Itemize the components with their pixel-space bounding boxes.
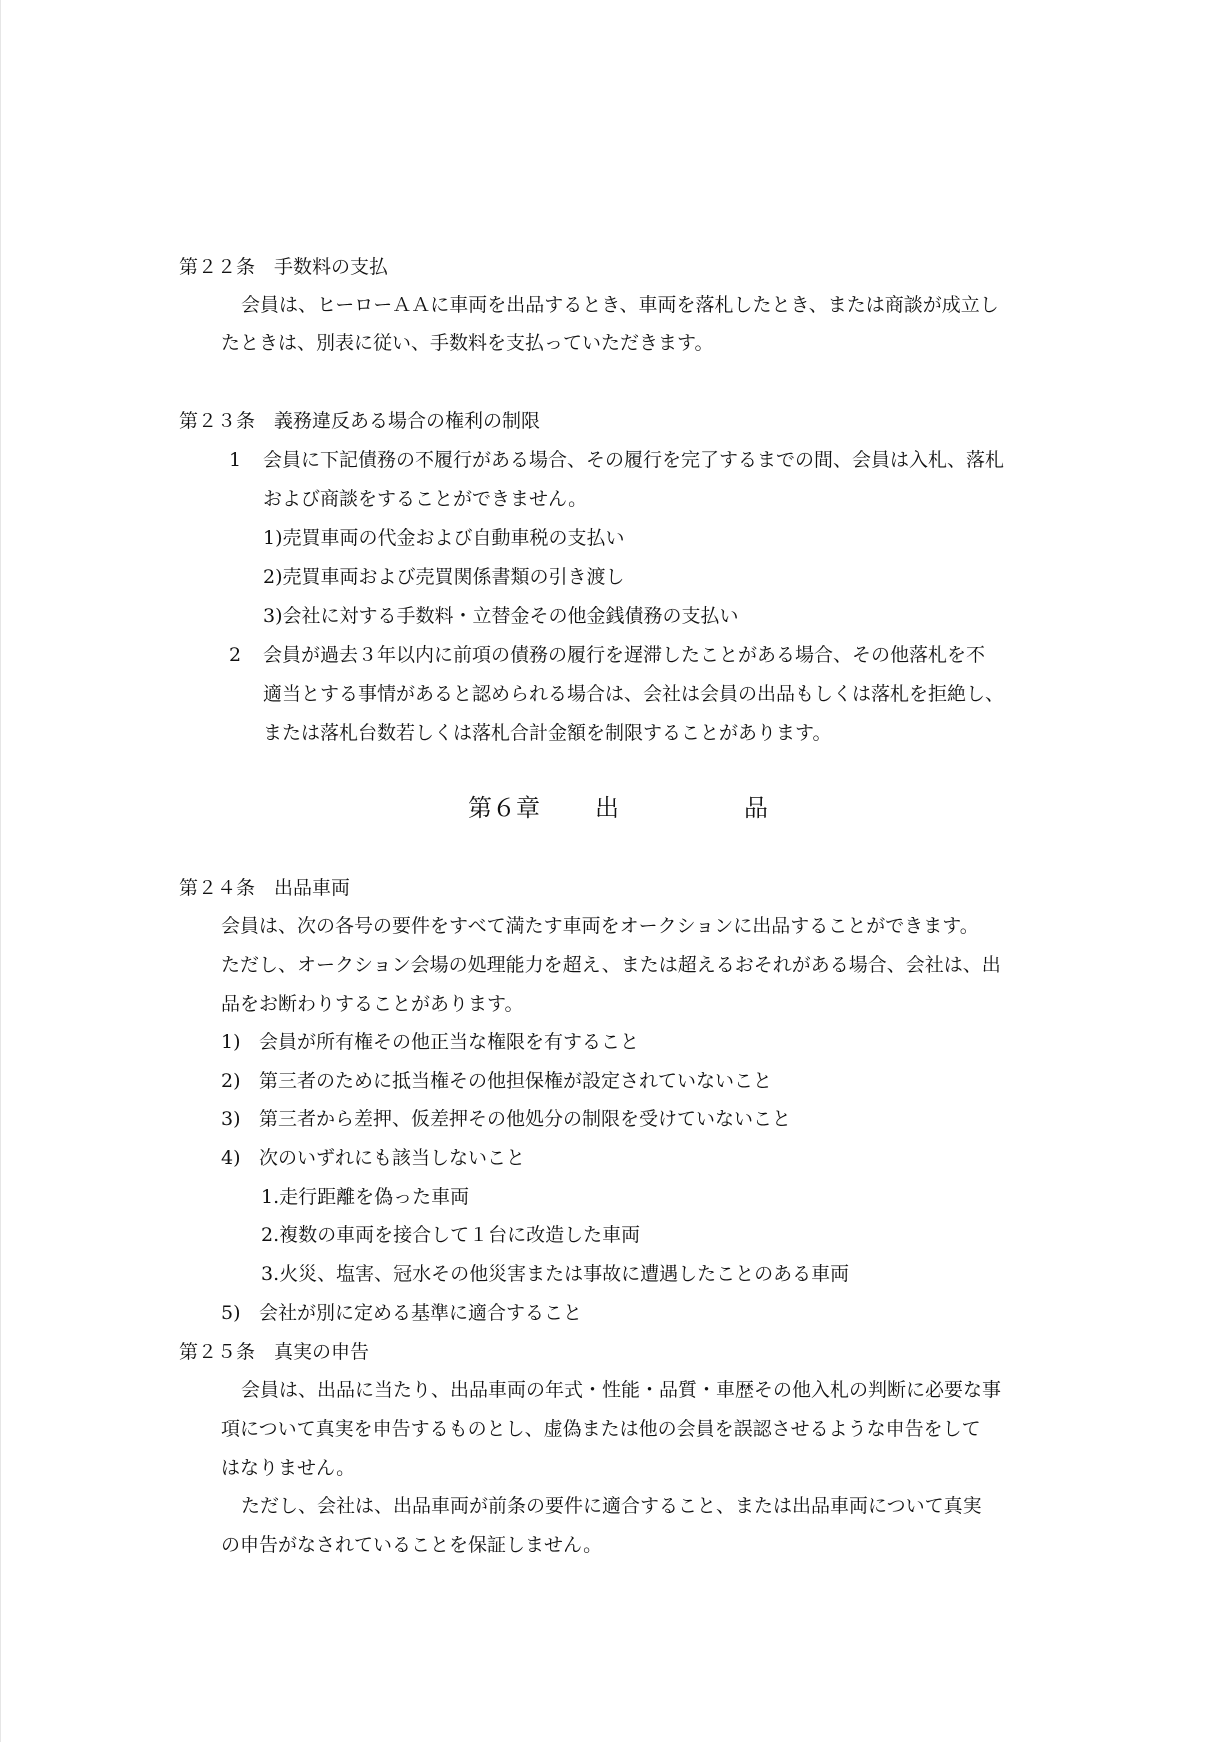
article-25-para-line: 項について真実を申告するものとし、虚偽または他の会員を誤認させるような申告をして bbox=[221, 1418, 981, 1440]
article-23-item-2-line: または落札台数若しくは落札合計金額を制限することがあります。 bbox=[263, 722, 832, 744]
article-23-item-2-number: 2 bbox=[229, 644, 242, 666]
article-24-body-line: 会員は、次の各号の要件をすべて満たす車両をオークションに出品することができます。 bbox=[221, 915, 979, 937]
article-24-item-text: 会社が別に定める基準に適合すること bbox=[259, 1302, 583, 1324]
article-24-item-text: 第三者のために抵当権その他担保権が設定されていないこと bbox=[259, 1070, 773, 1092]
article-24-subitem: 3.火災、塩害、冠水その他災害または事故に遭遇したことのある車両 bbox=[261, 1263, 850, 1285]
article-24-item-number: 5) bbox=[221, 1302, 241, 1324]
article-23-title: 第２３条 義務違反ある場合の権利の制限 bbox=[179, 410, 541, 432]
article-23-subitem: 3)会社に対する手数料・立替金その他金銭債務の支払い bbox=[263, 605, 739, 627]
article-25-para-line: 会員は、出品に当たり、出品車両の年式・性能・品質・車歴その他入札の判断に必要な事 bbox=[241, 1379, 1002, 1401]
article-24-subitem: 1.走行距離を偽った車両 bbox=[261, 1186, 470, 1208]
article-23-item-1-line: 会員に下記債務の不履行がある場合、その履行を完了するまでの間、会員は入札、落札 bbox=[263, 449, 1005, 471]
chapter-title-char: 品 bbox=[744, 794, 768, 822]
chapter-number: 第６章 bbox=[468, 794, 540, 822]
article-23-subitem: 1)売買車両の代金および自動車税の支払い bbox=[263, 527, 625, 549]
article-25-para-line: の申告がなされていることを保証しません。 bbox=[221, 1534, 603, 1556]
article-24-title: 第２４条 出品車両 bbox=[179, 877, 351, 899]
article-24-item-text: 第三者から差押、仮差押その他処分の制限を受けていないこと bbox=[259, 1108, 792, 1130]
article-23-item-2-line: 適当とする事情があると認められる場合は、会社は会員の出品もしくは落札を拒絶し、 bbox=[263, 683, 1005, 705]
article-23-subitem: 2)売買車両および売買関係書類の引き渡し bbox=[263, 566, 625, 588]
article-25-para-line: はなりません。 bbox=[221, 1457, 356, 1479]
article-24-subitem: 2.複数の車両を接合して１台に改造した車両 bbox=[261, 1224, 641, 1246]
article-24-body-line: ただし、オークション会場の処理能力を超え、または超えるおそれがある場合、会社は、出 bbox=[221, 954, 1001, 976]
article-22-title: 第２２条 手数料の支払 bbox=[179, 256, 389, 278]
article-24-body-line: 品をお断わりすることがあります。 bbox=[221, 993, 524, 1015]
article-25-para-line: ただし、会社は、出品車両が前条の要件に適合すること、または出品車両について真実 bbox=[241, 1495, 982, 1517]
article-24-item-number: 4) bbox=[221, 1147, 241, 1169]
article-24-item-number: 1) bbox=[221, 1031, 241, 1053]
article-22-body-line: 会員は、ヒーローＡＡに車両を出品するとき、車両を落札したとき、または商談が成立し bbox=[241, 294, 999, 316]
article-24-item-number: 3) bbox=[221, 1108, 241, 1130]
article-22-body-line: たときは、別表に従い、手数料を支払っていただきます。 bbox=[221, 332, 714, 354]
article-25-title: 第２５条 真実の申告 bbox=[179, 1341, 370, 1363]
article-23-item-1-number: 1 bbox=[229, 449, 242, 471]
chapter-title-char: 出 bbox=[595, 794, 619, 822]
article-24-item-text: 会員が所有権その他正当な権限を有すること bbox=[259, 1031, 640, 1053]
article-23-item-1-line: および商談をすることができません。 bbox=[263, 488, 588, 510]
article-24-item-text: 次のいずれにも該当しないこと bbox=[259, 1147, 526, 1169]
article-23-item-2-line: 会員が過去３年以内に前項の債務の履行を遅滞したことがある場合、その他落札を不 bbox=[263, 644, 986, 666]
article-24-item-number: 2) bbox=[221, 1070, 241, 1092]
